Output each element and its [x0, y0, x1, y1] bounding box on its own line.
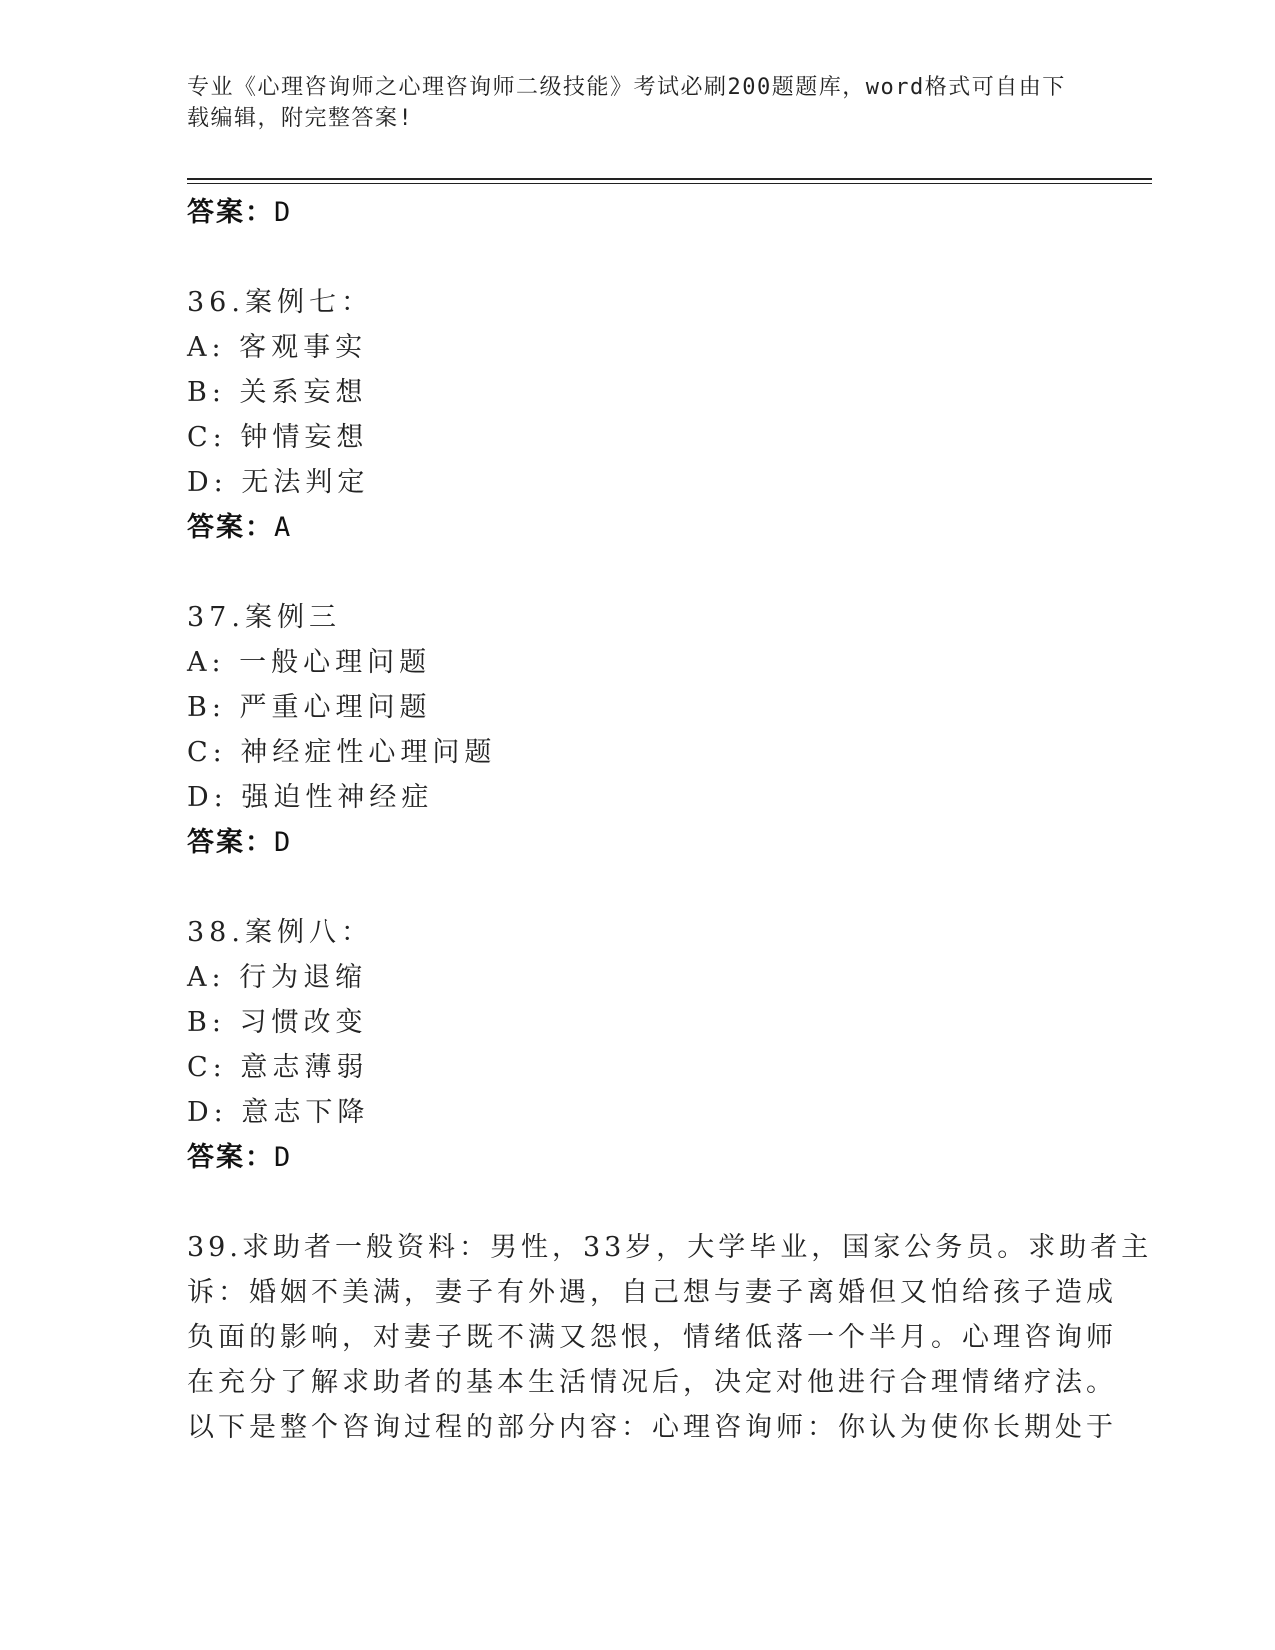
answer-label: 答案： [187, 827, 274, 858]
question-stem: 38.案例八： [187, 917, 373, 948]
paragraph-line: 在充分了解求助者的基本生活情况后，决定对他进行合理情绪疗法。 [187, 1367, 1117, 1398]
answer-value: D [274, 197, 291, 228]
header-divider-thick [187, 178, 1152, 180]
option-c: C: 意志薄弱 [187, 1052, 369, 1083]
answer-line [187, 190, 1087, 235]
paragraph-line: 诉：婚姻不美满，妻子有外遇，自己想与妻子离婚但又怕给孩子造成 [187, 1277, 1117, 1308]
option-d: D: 意志下降 [187, 1097, 370, 1128]
paragraph-line: 以下是整个咨询过程的部分内容：心理咨询师：你认为使你长期处于 [187, 1412, 1117, 1443]
option-c: C: 钟情妄想 [187, 422, 369, 453]
option-b: B: 关系妄想 [187, 377, 368, 408]
answer-label: 答案： [187, 1142, 274, 1173]
answer-line [187, 820, 1087, 865]
answer-label: 答案： [187, 512, 274, 543]
option-c: C: 神经症性心理问题 [187, 737, 497, 768]
option-a: A: 一般心理问题 [187, 647, 432, 678]
answer-value: D [274, 827, 291, 858]
option-d: D: 强迫性神经症 [187, 782, 434, 813]
option-b: B: 习惯改变 [187, 1007, 368, 1038]
paragraph-line: 负面的影响，对妻子既不满又怨恨，情绪低落一个半月。心理咨询师 [187, 1322, 1117, 1353]
answer-value: D [274, 1142, 291, 1173]
document-header: 专业《心理咨询师之心理咨询师二级技能》考试必刷200题题库，word格式可自由下载编辑，附完整答案! [187, 75, 1066, 131]
answer-label: 答案： [187, 197, 274, 228]
question-stem: 37.案例三 [187, 602, 341, 633]
question-37 [187, 595, 1087, 865]
paragraph-line: 39.求助者一般资料：男性，33岁，大学毕业，国家公务员。求助者主 [187, 1232, 1153, 1263]
question-38 [187, 910, 1087, 1180]
option-a: A: 行为退缩 [187, 962, 368, 993]
answer-line [187, 1135, 1087, 1180]
answer-value: A [274, 512, 291, 543]
document-body [187, 190, 1153, 1450]
question-36 [187, 280, 1087, 550]
answer-line [187, 505, 1087, 550]
option-a: A: 客观事实 [187, 332, 368, 363]
header-divider-thin [187, 183, 1152, 184]
option-b: B: 严重心理问题 [187, 692, 432, 723]
question-39 [187, 1225, 1153, 1450]
option-d: D: 无法判定 [187, 467, 370, 498]
question-stem: 36.案例七： [187, 287, 373, 318]
